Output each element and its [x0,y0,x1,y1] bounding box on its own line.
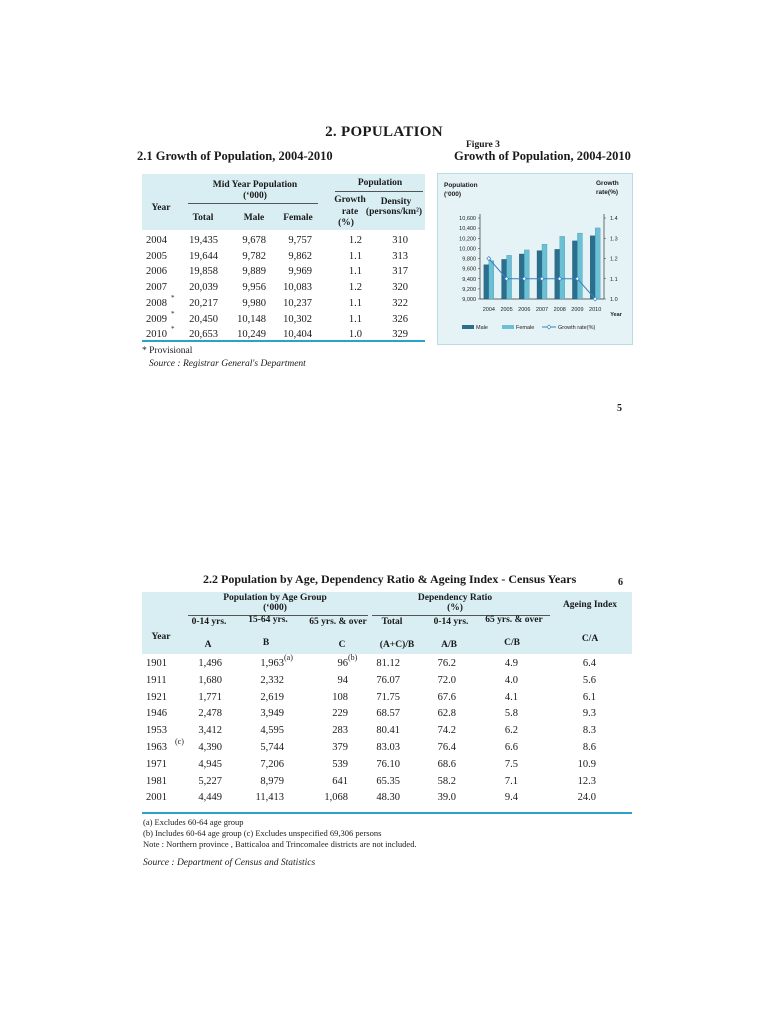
t2-cell-t: 81.12 [376,658,400,669]
t2-cell-t: 80.41 [376,725,400,737]
t2-cell-cb: 4.0 [504,674,518,686]
chart-bar-female [524,250,529,299]
chart-bar-female [489,261,494,299]
t2-hdr-age-unit: (‘000) [263,603,287,613]
chart-left-tick-label: 10,200 [459,236,476,243]
t2-hdr-a1564: 15-64 yrs. [248,615,288,625]
t2-hdr-d65: 65 yrs. & over [485,615,543,625]
chart-left-tick-label: 9,000 [462,297,476,303]
chart-x-tick-label: 2006 [518,307,531,313]
section2-title: 2.2 Population by Age, Dependency Ratio & Ageing Index - Census Years [203,572,577,586]
t2-note-b: (b) Includes 60-64 age group (c) Excludes unspecified 69,306 persons [143,828,382,838]
chart-left-tick-label: 10,400 [459,226,476,233]
t2-superscript-b: (a) [284,653,293,662]
t1-hdr-female: Female [283,213,313,223]
t2-superscript-year: (c) [175,737,184,746]
t1-footnote: * Provisional [142,346,193,356]
chart-left-tick-label: 10,000 [459,246,476,253]
t2-hdr-a014: 0-14 yrs. [191,617,227,627]
t1-hdr-growth: Growth [334,195,366,205]
t2-cell-t: 68.57 [376,708,400,720]
t2-cell-cb: 7.1 [504,775,518,787]
t2-cell-b: 5,744 [260,742,284,753]
t2-cell-c: 229 [332,708,348,720]
t1-hdr-population: Population [357,178,403,188]
t2-hdr-agegroup: Population by Age Group [223,593,327,603]
t2-cell-t: 76.10 [376,758,400,770]
t2-hdr-ab: A/B [441,640,457,650]
t1-cell-female: 10,302 [283,313,312,325]
t1-cell-growth: 1.1 [348,313,362,325]
t2-cell-year: 1911 [146,674,167,686]
t1-cell-male: 9,980 [242,297,266,309]
t1-cell-female: 9,969 [288,266,312,278]
t2-note-a: (a) Excludes 60-64 age group [143,817,244,827]
t1-hdr-rate: rate [341,207,359,217]
t2-cell-year: 1971 [146,758,167,770]
t2-cell-ca: 8.3 [582,725,596,737]
chart-right-axis-title: Growth [596,180,619,187]
t1-hdr-density-unit: (persons/km²) [365,207,423,217]
t2-cell-b: 3,949 [260,708,284,720]
figure-chart-box [437,173,633,345]
t1-cell-density: 310 [392,235,408,246]
t1-source: Source : Registrar General's Department [149,359,306,369]
t1-hdr-density: Density [380,197,412,207]
t2-cell-ab: 76.4 [437,742,456,753]
t1-cell-male: 9,782 [242,250,266,262]
t2-hdr-dep-unit: (%) [447,603,463,613]
t2-cell-c: 283 [332,725,348,737]
t2-hdr-year: Year [151,632,171,642]
t2-cell-cb: 9.4 [504,792,518,804]
t2-hdr-dep: Dependency Ratio [417,593,493,603]
t2-hdr-C: C [338,640,346,650]
t2-cell-c: 1,068 [324,792,348,804]
chart-right-tick-label: 1.3 [610,236,618,243]
t1-cell-total: 20,039 [189,282,218,294]
figure-label: Figure 3 [466,140,500,150]
t1-cell-year: 2008 [146,297,167,309]
t1-cell-year: 2006 [146,266,167,278]
t1-cell-total: 20,450 [189,313,218,325]
t1-hdr-pct: (%) [338,218,354,228]
t1-hdr-midyear-unit: (‘000) [243,191,267,201]
chart-bar-male [519,254,524,299]
page-number-1: 5 [617,403,622,414]
t2-cell-year: 1981 [146,775,167,787]
t2-hdr-B: B [262,638,270,648]
t2-cell-year: 2001 [146,792,167,804]
t1-cell-total: 20,653 [189,329,218,341]
t1-cell-year: 2005 [146,250,167,262]
t1-cell-year: 2010 [146,329,167,341]
chart-right-tick-label: 1.1 [610,276,618,283]
t2-cell-ca: 9.3 [582,708,596,720]
t2-cell-cb: 7.5 [504,758,518,770]
t1-hdr-total: Total [192,213,214,223]
t2-cell-c: 641 [332,775,348,787]
chart-x-tick-label: 2007 [535,307,549,313]
t1-cell-male: 9,956 [242,282,266,294]
t2-note-region: Note : Northern province , Batticaloa and Trincomalee districts are not included. [143,839,417,849]
t2-cell-c: 94 [337,674,348,686]
t1-cell-male: 9,889 [242,266,266,278]
t2-cell-ca: 8.6 [582,742,596,753]
t2-cell-ca: 6.4 [582,658,596,669]
t1-hdr-male: Male [243,213,265,223]
chart-bar-male [484,265,489,299]
t2-cell-t: 48.30 [376,792,400,804]
t2-cell-ca: 24.0 [577,792,596,804]
chart-x-tick-label: 2005 [500,307,513,313]
page-number-2: 6 [618,577,623,588]
chart-right-axis-unit: rate(%) [596,189,619,196]
chart-legend-swatch-male [462,325,474,329]
t2-cell-a: 1,496 [198,658,222,669]
t2-cell-ab: 62.8 [437,708,456,720]
t2-hdr-cb: C/B [504,638,520,648]
figure-title: Growth of Population, 2004-2010 [454,149,631,163]
t2-superscript-c: (b) [348,653,358,662]
chart-x-axis-title: Year [610,312,622,318]
t1-cell-year: 2004 [146,235,167,246]
t2-cell-b: 11,413 [255,792,284,804]
t1-hdr-midyear: Mid Year Population [212,180,298,190]
t1-cell-year: 2007 [146,282,167,294]
chart-bar-female [595,228,600,299]
t2-cell-ab: 58.2 [437,775,456,787]
chart-x-tick-label: 2008 [553,307,566,313]
section1-title: 2.1 Growth of Population, 2004-2010 [137,149,333,163]
t1-cell-male: 9,678 [242,235,266,246]
chart-left-tick-label: 9,200 [462,286,476,293]
t1-cell-total: 19,644 [189,250,218,262]
chart-x-tick-label: 2010 [589,307,602,313]
t1-provisional-mark: * [171,293,175,302]
t2-hdr-ca: C/A [581,634,599,644]
t2-cell-t: 76.07 [376,674,400,686]
chart-right-tick-label: 1.4 [610,216,618,222]
t2-cell-year: 1921 [146,691,167,703]
t2-cell-year: 1901 [146,658,167,669]
t2-cell-a: 1,771 [198,691,222,703]
t2-cell-year: 1963 [146,742,167,753]
t2-cell-b: 4,595 [260,725,284,737]
t1-cell-male: 10,249 [237,329,266,341]
t1-cell-growth: 1.1 [348,266,362,278]
t2-cell-c: 108 [332,691,348,703]
chart-legend-label-male: Male [476,325,488,331]
t1-cell-total: 20,217 [189,297,218,309]
chapter-title: 2. POPULATION [325,124,443,140]
t1-cell-density: 329 [392,329,408,341]
t1-hdr-rule-1 [188,203,318,204]
t2-cell-cb: 4.1 [504,691,518,703]
chart-bar-male [537,251,542,299]
t2-cell-a: 5,227 [198,775,222,787]
t2-hdr-d014: 0-14 yrs. [433,617,469,627]
t1-hdr-year: Year [151,203,171,213]
t2-cell-a: 4,449 [198,792,222,804]
table1-bottom-rule [142,340,425,342]
chart-bar-female [560,236,565,299]
chart-right-tick-label: 1.0 [610,297,618,303]
chart-left-tick-label: 9,400 [462,276,476,283]
t1-cell-total: 19,858 [189,266,218,278]
t2-cell-ab: 67.6 [437,691,456,703]
t1-cell-female: 10,083 [283,282,312,294]
t2-cell-a: 3,412 [198,725,222,737]
t1-cell-density: 320 [392,282,408,294]
t1-cell-female: 9,862 [288,250,312,262]
t1-cell-female: 10,404 [283,329,312,341]
chart-bar-male [590,236,595,299]
t2-cell-b: 1,963 [260,658,284,669]
t1-cell-density: 313 [392,250,408,262]
t2-cell-t: 65.35 [376,775,400,787]
t1-cell-growth: 1.1 [348,250,362,262]
chart-x-tick-label: 2004 [482,307,495,313]
chart-left-tick-label: 9,600 [462,266,476,273]
t2-cell-a: 4,390 [198,742,222,753]
chart-legend-label-female: Female [516,325,535,331]
t1-provisional-mark: * [171,325,175,334]
t1-cell-male: 10,148 [237,313,266,325]
t2-cell-ca: 10.9 [577,758,596,770]
t1-cell-growth: 1.2 [348,235,362,246]
t1-cell-growth: 1.2 [348,282,362,294]
t2-cell-year: 1946 [146,708,167,720]
t2-cell-ca: 12.3 [577,775,596,787]
t2-hdr-ageing: Ageing Index [562,600,618,610]
t2-cell-b: 7,206 [260,758,284,770]
t1-cell-female: 9,757 [288,235,312,246]
t1-provisional-mark: * [171,309,175,318]
t2-cell-c: 379 [332,742,348,753]
chart-x-tick-label: 2009 [571,307,584,313]
t2-cell-ca: 6.1 [582,691,596,703]
t2-cell-cb: 6.6 [504,742,518,753]
growth-chart [438,174,632,344]
t2-cell-a: 4,945 [198,758,222,770]
t2-cell-cb: 4.9 [504,658,518,669]
t2-cell-t: 83.03 [376,742,400,753]
t1-cell-total: 19,435 [189,235,218,246]
t2-cell-cb: 5.8 [504,708,518,720]
chart-bar-female [577,233,582,299]
t2-hdr-acb: (A+C)/B [379,640,415,650]
t1-hdr-rule-2 [335,191,423,192]
t1-cell-year: 2009 [146,313,167,325]
table2-bottom-rule [142,812,632,814]
t2-cell-ab: 68.6 [437,758,456,770]
t2-hdr-A: A [204,640,212,650]
chart-right-tick-label: 1.2 [610,256,618,263]
t2-cell-ab: 74.2 [437,725,456,737]
t2-cell-a: 1,680 [198,674,222,686]
t2-cell-b: 2,332 [260,674,284,686]
chart-legend-swatch-female [502,325,514,329]
t2-cell-b: 2,619 [260,691,284,703]
t2-cell-a: 2,478 [198,708,222,720]
chart-bar-male [572,241,577,299]
chart-legend-label-growth: Growth rate(%) [558,325,596,331]
t2-cell-ab: 72.0 [437,674,456,686]
t2-cell-ab: 76.2 [437,658,456,669]
t2-cell-year: 1953 [146,725,167,737]
t2-cell-b: 8,979 [260,775,284,787]
t1-cell-female: 10,237 [283,297,312,309]
chart-bar-female [542,244,547,299]
t2-cell-cb: 6.2 [504,725,518,737]
t2-cell-ab: 39.0 [437,792,456,804]
chart-left-axis-title: Population [444,182,478,189]
t2-source: Source : Department of Census and Statistics [143,858,316,868]
chart-bar-male [555,249,560,299]
chart-left-tick-label: 10,600 [459,216,476,222]
chart-left-tick-label: 9,800 [462,256,476,263]
chart-legend-marker-growth [547,325,551,329]
t1-cell-density: 322 [392,297,408,309]
t2-cell-c: 539 [332,758,348,770]
t1-cell-growth: 1.1 [348,297,362,309]
t1-cell-growth: 1.0 [348,329,362,341]
t2-cell-c: 96 [337,658,348,669]
t1-cell-density: 326 [392,313,408,325]
t2-hdr-total: Total [381,617,403,627]
chart-left-axis-unit: (‘000) [444,191,461,198]
t2-hdr-a65: 65 yrs. & over [309,617,367,627]
t2-cell-ca: 5.6 [582,674,596,686]
t1-cell-density: 317 [392,266,408,278]
t2-cell-t: 71.75 [376,691,400,703]
